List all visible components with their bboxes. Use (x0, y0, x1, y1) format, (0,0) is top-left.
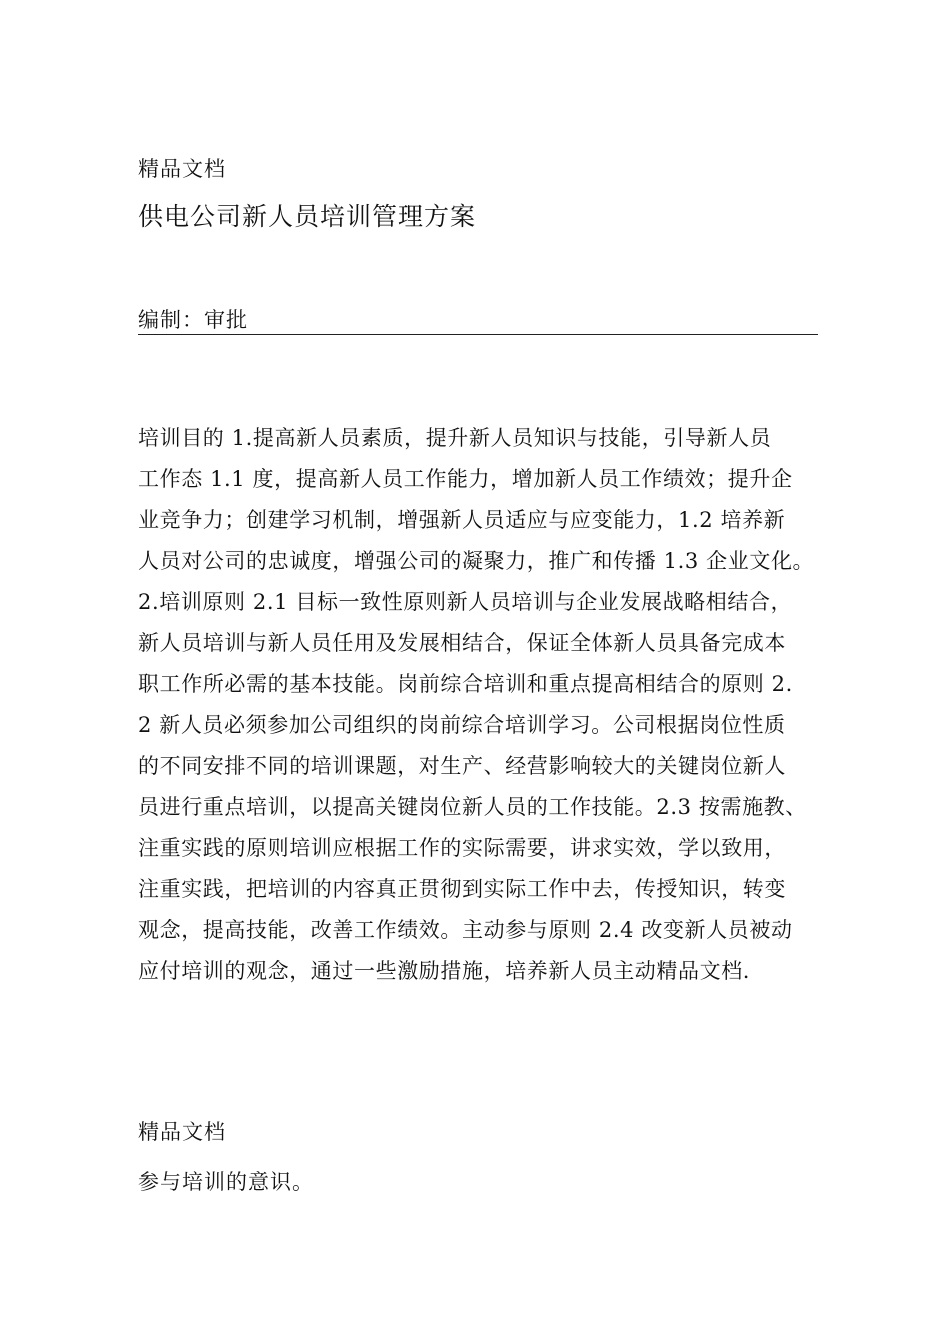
body-line: 业竞争力；创建学习机制，增强新人员适应与应变能力，1.2 培养新 (138, 508, 786, 532)
document-title: 供电公司新人员培训管理方案 (138, 202, 477, 231)
body-line: 注重实践，把培训的内容真正贯彻到实际工作中去，传授知识，转变 (138, 877, 786, 901)
closing-text: 参与培训的意识。 (138, 1170, 314, 1194)
body-line: 员进行重点培训，以提高关键岗位新人员的工作技能。2.3 按需施教、 (138, 795, 807, 819)
body-line: 的不同安排不同的培训课题，对生产、经营影响较大的关键岗位新人 (138, 754, 786, 778)
body-line: 2.培训原则 2.1 目标一致性原则新人员培训与企业发展战略相结合， (138, 590, 793, 614)
signature-label: 编制：审批 (138, 308, 248, 332)
body-line: 人员对公司的忠诚度，增强公司的凝聚力，推广和传播 1.3 企业文化。 (138, 549, 815, 573)
body-line: 职工作所必需的基本技能。岗前综合培训和重点提高相结合的原则 2. (138, 672, 793, 696)
signature-line (138, 306, 818, 335)
body-line: 工作态 1.1 度，提高新人员工作能力，增加新人员工作绩效；提升企 (138, 467, 793, 491)
body-line: 培训目的 1.提高新人员素质，提升新人员知识与技能，引导新人员 (138, 426, 772, 450)
body-line: 应付培训的观念，通过一些激励措施，培养新人员主动精品文档. (138, 959, 751, 983)
body-line: 注重实践的原则培训应根据工作的实际需要，讲求实效，学以致用， (138, 836, 786, 860)
body-line: 新人员培训与新人员任用及发展相结合，保证全体新人员具备完成本 (138, 631, 786, 655)
header-watermark: 精品文档 (138, 157, 226, 181)
body-line: 2 新人员必须参加公司组织的岗前综合培训学习。公司根据岗位性质 (138, 713, 786, 737)
footer-watermark: 精品文档 (138, 1120, 226, 1144)
body-paragraph (138, 418, 828, 992)
body-line: 观念，提高技能，改善工作绩效。主动参与原则 2.4 改变新人员被动 (138, 918, 793, 942)
